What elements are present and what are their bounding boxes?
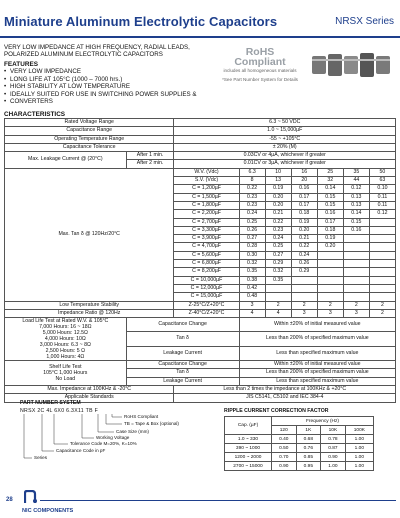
ripple-row: [225, 444, 374, 453]
table-cell: 2: [317, 301, 343, 309]
table-cell: C = 15,000µF: [174, 293, 239, 301]
pn-label: Working Voltage: [96, 435, 130, 440]
table-cell: [291, 284, 317, 292]
table-cell: 0.87: [321, 444, 346, 453]
table-cell: 0.32: [239, 260, 265, 268]
ripple-freq: 10K: [321, 426, 346, 435]
table-cell: 0.17: [291, 193, 317, 201]
table-cell: [343, 276, 369, 284]
table-cell: 0.27: [265, 251, 291, 259]
table-cell: [265, 293, 291, 301]
table-cell: ± 20% (M): [174, 143, 396, 151]
row-label: Applicable Standards: [5, 394, 174, 402]
table-row: [5, 301, 396, 309]
ripple-table: [224, 416, 374, 471]
table-cell: 0.20: [317, 243, 343, 251]
table-cell: 16: [291, 168, 317, 176]
table-cell: 0.12: [343, 185, 369, 193]
table-cell: Less than 200% of specified maximum value: [239, 332, 395, 346]
table-cell: 0.38: [239, 276, 265, 284]
table-cell: [369, 268, 395, 276]
table-cell: 63: [369, 177, 395, 185]
rohs-line: includes all homogeneous materials: [223, 68, 297, 73]
part-number-code: NRSX 2C 4L 6X0 6.3X11 TB F: [20, 408, 99, 414]
pn-label: Tolerance Code M=20%, K=10%: [70, 441, 137, 446]
intro-line: VERY LOW IMPEDANCE AT HIGH FREQUENCY, RADIAL LEADS,: [4, 44, 190, 51]
table-cell: 0.40: [272, 435, 297, 444]
table-cell: 1.00: [345, 444, 373, 453]
table-cell: 0.42: [239, 284, 265, 292]
table-cell: 1.00: [321, 462, 346, 471]
pn-label: Case Size (mm): [116, 429, 149, 434]
table-cell: 0.25: [239, 218, 265, 226]
ripple-freq: 1K: [296, 426, 321, 435]
table-cell: 0.01CV or 3µA, whichever if greater: [174, 160, 396, 168]
table-cell: 0.21: [265, 210, 291, 218]
nic-logo-icon: [24, 490, 38, 504]
table-cell: [369, 226, 395, 234]
table-cell: 2: [369, 301, 395, 309]
table-row: [5, 127, 396, 135]
table-cell: Less than 200% of specified maximum value: [239, 369, 395, 377]
row-label: Shelf Life Test 105°C 1,000 Hours No Load: [5, 361, 127, 386]
rohs-logo: [214, 46, 306, 82]
table-cell: 2: [343, 301, 369, 309]
table-cell: 8: [239, 177, 265, 185]
feature-item: • IDEALLY SUITED FOR USE IN SWITCHING POWER SUPPLIES &: [4, 91, 224, 98]
table-cell: 0.11: [369, 193, 395, 201]
feature-item: • CONVERTERS: [4, 98, 224, 105]
table-cell: Leakage Current: [126, 377, 239, 385]
table-cell: 0.13: [343, 193, 369, 201]
ripple-freq: 100K: [345, 426, 373, 435]
table-cell: Z-25°C/Z+20°C: [174, 301, 239, 309]
footer-rule: [40, 500, 396, 501]
table-cell: 0.32: [265, 268, 291, 276]
features-section: [4, 61, 224, 105]
table-cell: [291, 276, 317, 284]
ripple-heading: RIPPLE CURRENT CORRECTION FACTOR: [224, 408, 329, 414]
table-cell: 0.13: [343, 201, 369, 209]
row-label: Operating Temperature Range: [5, 135, 174, 143]
table-cell: [265, 284, 291, 292]
table-cell: Capacitance Change: [126, 318, 239, 332]
rohs-line: Compliant: [234, 56, 286, 68]
table-cell: 0.16: [317, 210, 343, 218]
table-cell: 1.00: [345, 453, 373, 462]
intro-line: POLARIZED ALUMINUM ELECTROLYTIC CAPACITORS: [4, 51, 163, 59]
table-row: [5, 152, 396, 160]
table-cell: 0.26: [239, 226, 265, 234]
table-cell: 0.15: [317, 201, 343, 209]
table-cell: 0.23: [239, 193, 265, 201]
table-cell: 3: [239, 301, 265, 309]
rohs-line: RoHS: [245, 46, 275, 58]
table-cell: 0.16: [291, 185, 317, 193]
ripple-freq-header: Frequency (Hz): [272, 417, 374, 426]
characteristics-table: [4, 118, 396, 403]
table-cell: 3: [317, 309, 343, 317]
table-row: [5, 135, 396, 143]
table-cell: 3: [291, 309, 317, 317]
table-cell: 0.30: [239, 251, 265, 259]
table-cell: 0.35: [265, 276, 291, 284]
table-cell: 2: [265, 301, 291, 309]
table-cell: 0.27: [239, 235, 265, 243]
table-cell: 0.15: [343, 218, 369, 226]
ripple-row: [225, 462, 374, 471]
table-cell: [369, 235, 395, 243]
feature-item: • LONG LIFE AT 105°C (1000 – 7000 hrs.): [4, 76, 224, 83]
table-cell: 0.18: [291, 210, 317, 218]
table-cell: 0.23: [265, 226, 291, 234]
table-cell: 0.23: [239, 201, 265, 209]
table-cell: [369, 218, 395, 226]
table-cell: C = 6,800µF: [174, 260, 239, 268]
table-cell: 0.48: [239, 293, 265, 301]
table-cell: [317, 284, 343, 292]
row-label: Load Life Test at Rated W.V. & 105°C 7,000 Hours: 16 ~ 18Ω 5,000 Hours: 12.5Ω 4,000 Hours: 10Ω 3,000 Hours: 6.3 ~ 8Ω 2,500 Hours: 5 Ω 1,000 Hours: 4Ω: [5, 318, 127, 361]
table-cell: 390 ~ 1000: [225, 444, 272, 453]
characteristics-heading: CHARACTERISTICS: [4, 111, 66, 118]
table-cell: [369, 284, 395, 292]
table-cell: [317, 276, 343, 284]
table-cell: [317, 293, 343, 301]
table-cell: [343, 260, 369, 268]
table-cell: 0.17: [291, 201, 317, 209]
table-cell: 2: [369, 309, 395, 317]
table-cell: 2700 ~ 15000: [225, 462, 272, 471]
ripple-section: [224, 408, 396, 471]
table-cell: [343, 235, 369, 243]
table-cell: C = 1,200µF: [174, 185, 239, 193]
table-cell: [343, 293, 369, 301]
table-cell: 0.85: [296, 453, 321, 462]
table-cell: 50: [369, 168, 395, 176]
table-cell: 0.17: [317, 218, 343, 226]
table-row: [5, 386, 396, 394]
row-label: Max. Impedance at 100KHz & -20°C: [5, 386, 174, 394]
table-cell: [343, 251, 369, 259]
row-label: Capacitance Tolerance: [5, 143, 174, 151]
page-header: [0, 0, 400, 42]
table-cell: [343, 268, 369, 276]
table-cell: 0.90: [321, 453, 346, 462]
table-cell: 0.10: [369, 185, 395, 193]
table-cell: 4: [239, 309, 265, 317]
table-cell: 0.22: [239, 185, 265, 193]
table-cell: 0.19: [265, 185, 291, 193]
table-cell: 0.19: [291, 218, 317, 226]
table-cell: 0.25: [265, 243, 291, 251]
table-cell: After 2 min.: [126, 160, 174, 168]
table-row: [5, 361, 396, 369]
table-cell: [369, 276, 395, 284]
page-number: 28: [6, 497, 13, 503]
table-cell: C = 5,600µF: [174, 251, 239, 259]
table-cell: C = 4,700µF: [174, 243, 239, 251]
feature-item: • HIGH STABILITY AT LOW TEMPERATURE: [4, 83, 224, 90]
row-label: Impedance Ratio @ 120Hz: [5, 309, 174, 317]
table-cell: 3: [343, 309, 369, 317]
table-cell: [369, 260, 395, 268]
table-cell: 0.14: [317, 185, 343, 193]
feature-item: • VERY LOW IMPEDANCE: [4, 68, 224, 75]
table-cell: 0.22: [265, 218, 291, 226]
table-cell: -55 ~ +105°C: [174, 135, 396, 143]
table-cell: 0.20: [265, 193, 291, 201]
table-cell: 0.03CV or 4µA, whichever if greater: [174, 152, 396, 160]
table-cell: 44: [343, 177, 369, 185]
page-footer: [0, 488, 400, 518]
table-cell: Within ±20% of initial measured value: [239, 318, 395, 332]
table-cell: 0.29: [291, 268, 317, 276]
table-row: [5, 143, 396, 151]
table-cell: 0.24: [291, 251, 317, 259]
table-cell: [343, 243, 369, 251]
table-cell: Z-40°C/Z+20°C: [174, 309, 239, 317]
table-cell: [369, 251, 395, 259]
table-cell: 0.15: [317, 193, 343, 201]
table-cell: 0.12: [369, 210, 395, 218]
table-row: [5, 309, 396, 317]
table-cell: 13: [265, 177, 291, 185]
row-label: Low Temperature Stability: [5, 301, 174, 309]
table-cell: 0.19: [317, 235, 343, 243]
rohs-note: *See Part Number System for Details: [222, 77, 298, 82]
table-cell: 0.21: [291, 235, 317, 243]
table-cell: [291, 293, 317, 301]
table-cell: 0.76: [296, 444, 321, 453]
table-cell: 32: [317, 177, 343, 185]
table-cell: 0.24: [265, 235, 291, 243]
pn-label: Capacitance Code in pF: [56, 448, 106, 453]
table-cell: 10: [265, 168, 291, 176]
table-cell: 0.11: [369, 201, 395, 209]
table-cell: Leakage Current: [126, 346, 239, 360]
row-label: Capacitance Range: [5, 127, 174, 135]
table-cell: 1.0 ~ 15,000µF: [174, 127, 396, 135]
pn-label: RoHS Compliant: [124, 414, 159, 419]
table-cell: [369, 293, 395, 301]
table-cell: C = 1,800µF: [174, 201, 239, 209]
table-cell: [317, 268, 343, 276]
table-cell: JIS C5141, C5102 and IEC 384-4: [174, 394, 396, 402]
table-cell: 20: [291, 177, 317, 185]
table-cell: 0.14: [343, 210, 369, 218]
table-cell: Less than specified maximum value: [239, 377, 395, 385]
series-name: NRSX Series: [335, 16, 394, 27]
pn-label: Series: [34, 455, 48, 460]
table-cell: Within ±20% of initial measured value: [239, 361, 395, 369]
part-number-system: [20, 400, 179, 470]
table-cell: 6.3: [239, 168, 265, 176]
table-cell: 0.22: [291, 243, 317, 251]
table-cell: C = 2,200µF: [174, 210, 239, 218]
row-label: Max. Leakage Current @ (20°C): [5, 152, 127, 169]
table-cell: [343, 284, 369, 292]
table-cell: 1200 ~ 2000: [225, 453, 272, 462]
table-cell: 0.16: [343, 226, 369, 234]
table-cell: Tan δ: [126, 369, 239, 377]
table-cell: 0.35: [239, 268, 265, 276]
table-cell: C = 12,000µF: [174, 284, 239, 292]
table-cell: 0.50: [272, 444, 297, 453]
ripple-row: [225, 453, 374, 462]
page-title: Miniature Aluminum Electrolytic Capacitors: [4, 14, 278, 29]
table-cell: 0.26: [291, 260, 317, 268]
table-cell: C = 2,700µF: [174, 218, 239, 226]
table-cell: 0.18: [317, 226, 343, 234]
table-cell: C = 10,000µF: [174, 276, 239, 284]
table-cell: S.V. (Vdc): [174, 177, 239, 185]
table-cell: 0.70: [272, 453, 297, 462]
table-row: [5, 168, 396, 176]
table-cell: 2: [291, 301, 317, 309]
ripple-cap-header: Cap. (µF): [225, 417, 272, 435]
table-cell: 1.00: [345, 435, 373, 444]
table-cell: Less than specified maximum value: [239, 346, 395, 360]
table-cell: C = 1,500µF: [174, 193, 239, 201]
table-cell: [369, 243, 395, 251]
table-cell: 35: [343, 168, 369, 176]
table-cell: Less than 2 times the impedance at 100KHz & +20°C: [174, 386, 396, 394]
table-cell: C = 3,900µF: [174, 235, 239, 243]
table-cell: 1.00: [345, 462, 373, 471]
pn-label: TB = Tape & Box (optional): [124, 421, 179, 426]
part-number-heading: PART NUMBER SYSTEM: [20, 400, 81, 406]
table-row: [5, 318, 396, 332]
table-cell: 4: [265, 309, 291, 317]
table-cell: After 1 min.: [126, 152, 174, 160]
table-cell: 0.78: [321, 435, 346, 444]
intro-text: [4, 44, 204, 59]
table-cell: 0.20: [265, 201, 291, 209]
table-row: [5, 119, 396, 127]
table-cell: 0.95: [296, 462, 321, 471]
table-cell: Capacitance Change: [126, 361, 239, 369]
table-cell: W.V. (Vdc): [174, 168, 239, 176]
table-cell: C = 3,300µF: [174, 226, 239, 234]
table-cell: 0.90: [272, 462, 297, 471]
ripple-row: [225, 435, 374, 444]
ripple-freq: 120: [272, 426, 297, 435]
features-heading: FEATURES: [4, 61, 38, 68]
table-cell: Tan δ: [126, 332, 239, 346]
row-label: Rated Voltage Range: [5, 119, 174, 127]
table-cell: C = 8,200µF: [174, 268, 239, 276]
table-cell: 0.28: [239, 243, 265, 251]
table-cell: 0.29: [265, 260, 291, 268]
table-cell: 25: [317, 168, 343, 176]
company-name: NIC COMPONENTS: [22, 508, 74, 514]
table-cell: 6.3 ~ 50 VDC: [174, 119, 396, 127]
header-rule: [0, 36, 400, 38]
table-cell: [317, 260, 343, 268]
table-cell: 0.68: [296, 435, 321, 444]
table-cell: 1.0 ~ 330: [225, 435, 272, 444]
table-cell: 0.24: [239, 210, 265, 218]
row-label: Max. Tan δ @ 120Hz/20°C: [5, 168, 174, 301]
table-cell: 0.20: [291, 226, 317, 234]
table-cell: [317, 251, 343, 259]
capacitor-photo: [310, 50, 394, 80]
